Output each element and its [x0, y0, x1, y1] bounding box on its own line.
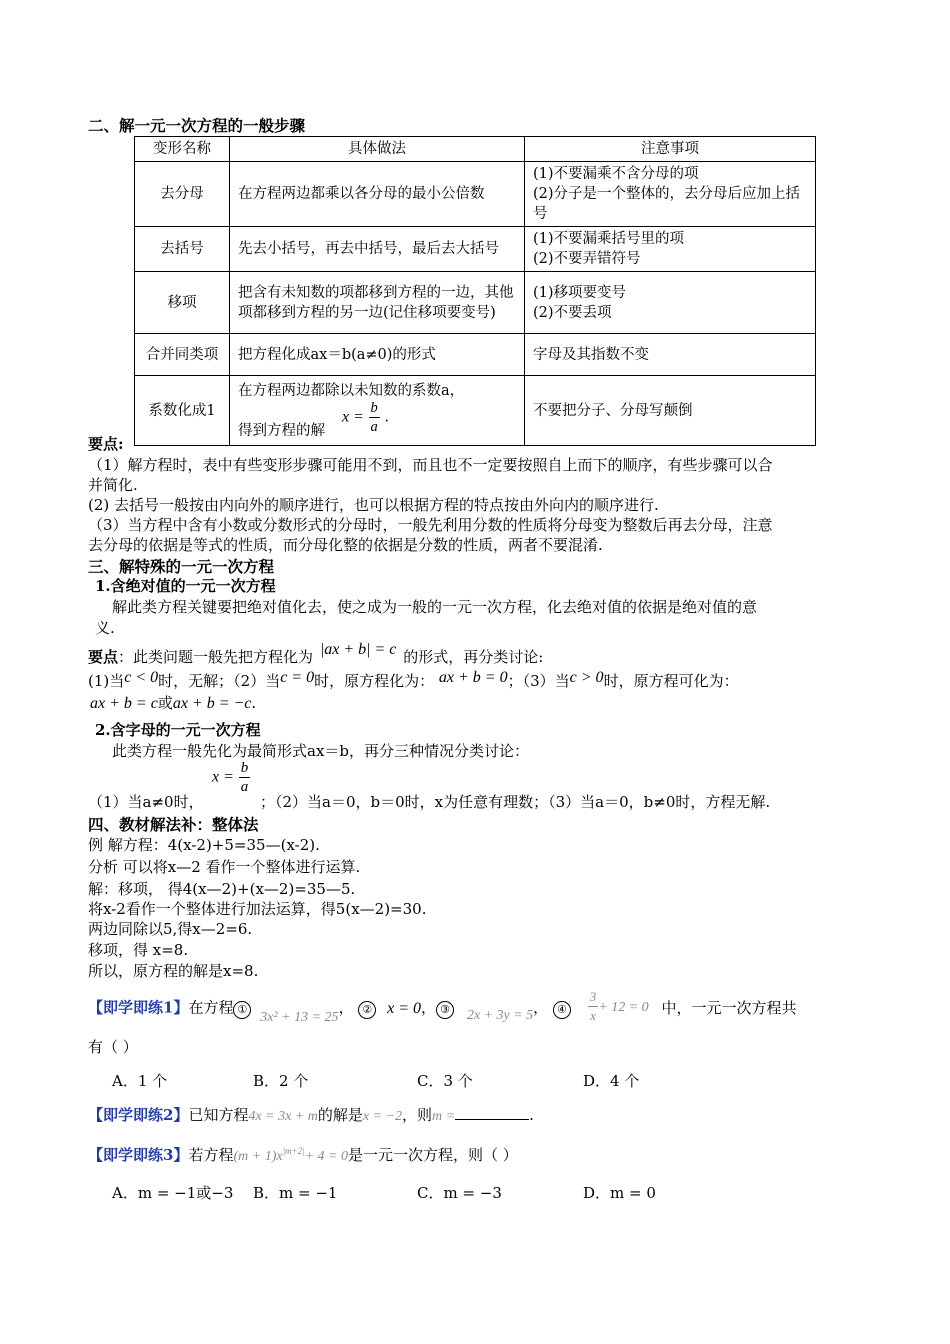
equation: x = −2	[362, 1109, 403, 1124]
method-line: 在方程两边都除以未知数的系数a，	[238, 382, 465, 399]
option-a[interactable]: A．m = −1或−3	[112, 1184, 234, 1202]
text: 是一元一次方程，则（ ）	[348, 1146, 518, 1164]
equation: ax + b = 0	[438, 669, 508, 686]
row-note: (1)不要漏乘不含分母的项 (2)分子是一个整体的，去分母后应加上括号	[525, 162, 816, 227]
keypoint-text: 去分母的依据是等式的性质，而分母化整的依据是分数的性质，两者不要混淆.	[88, 536, 603, 554]
abs-equation: |ax + b| = c	[319, 641, 397, 658]
equation: 2x + 3y = 5	[466, 1007, 534, 1023]
cases-line	[88, 670, 739, 691]
example-line: 例 解方程：4(x-2)+5=35—(x-2).	[88, 836, 320, 854]
text: 的解是	[317, 1106, 363, 1124]
row-method: 先去小括号，再去中括号，最后去大括号	[230, 227, 525, 272]
example-line: 所以，原方程的解是x=8.	[88, 962, 259, 980]
keypoint-text: ：此类问题一般先把方程化为	[118, 648, 314, 666]
keypoint-text: 并简化.	[88, 476, 138, 494]
row-name: 去括号	[135, 227, 230, 272]
subsection-title: 2.含字母的一元一次方程	[95, 721, 261, 739]
text: ，	[338, 998, 354, 1017]
text: 时，无解；（2）当	[158, 672, 281, 690]
fraction	[369, 399, 380, 436]
table-header-row	[135, 137, 816, 162]
option-c[interactable]: C．3 个	[417, 1072, 473, 1090]
case-text: ；（2）当a＝0，b＝0时，x为任意有理数；（3）当a＝0，b≠0时，方程无解.	[260, 793, 771, 811]
row-method: 把含有未知数的项都移到方程的一边，其他项都移到方程的另一边(记住移项要变号)	[230, 272, 525, 334]
table-row	[135, 227, 816, 272]
text: .	[529, 1106, 534, 1124]
row-name: 系数化成1	[135, 376, 230, 446]
paragraph: 解此类方程关键要把绝对值化去，使之成为一般的一元一次方程，化去绝对值的依据是绝对值的意	[112, 598, 758, 616]
frac-lhs: x =	[212, 768, 234, 786]
section-4-title: 四、教材解法补：整体法	[88, 816, 259, 834]
option-d[interactable]: D．4 个	[583, 1072, 640, 1090]
row-name: 移项	[135, 272, 230, 334]
equation: ax + b = c	[90, 695, 158, 712]
cases-line-2	[90, 692, 256, 713]
table-row	[135, 272, 816, 334]
circle-number: ②	[358, 1001, 376, 1019]
exercise-tag: 【即学即练3】	[88, 1146, 189, 1164]
row-name: 合并同类项	[135, 334, 230, 376]
fraction	[588, 988, 599, 1025]
section-2-title: 二、解一元一次方程的一般步骤	[88, 117, 306, 135]
equation: (m + 1)x	[233, 1149, 283, 1164]
option-b[interactable]: B．m = −1	[253, 1184, 338, 1202]
equation: + 4 = 0	[304, 1149, 349, 1164]
fraction-numerator: b	[370, 399, 378, 416]
fraction	[239, 759, 251, 796]
fraction-numerator: b	[240, 760, 249, 776]
option-a[interactable]: A．1 个	[112, 1072, 168, 1090]
abs-keypoint	[88, 641, 544, 667]
example-line: 将x-2看作一个整体进行加法运算，得5(x—2)=30.	[88, 900, 427, 918]
row-note: 字母及其指数不变	[525, 334, 816, 376]
keypoint-label: 要点	[88, 648, 119, 666]
row-note: (1)不要漏乘括号里的项 (2)不要弄错符号	[525, 227, 816, 272]
example-line: 两边同除以5,得x—2=6.	[88, 920, 253, 938]
table-row	[135, 162, 816, 227]
keypoints-title: 要点:	[88, 435, 124, 453]
variable: m =	[432, 1109, 456, 1124]
fraction-numerator: 3	[588, 988, 599, 1007]
keypoint-text: （1）解方程时，表中有些变形步骤可能用不到，而且也不一定要按照自上而下的顺序，有些步骤可以合	[88, 456, 773, 474]
example-line: 移项，得 x=8.	[88, 941, 189, 959]
exercise-1-tail: 有（ ）	[88, 1038, 138, 1056]
paragraph: 义.	[95, 619, 115, 637]
text: 时，原方程可化为：	[603, 672, 739, 690]
condition: c > 0	[569, 669, 604, 686]
exponent: |m+2|	[282, 1146, 305, 1156]
equation: x = 0	[387, 999, 422, 1017]
text: 在方程	[188, 998, 234, 1017]
section-3-title: 三、解特殊的一元一次方程	[88, 558, 275, 576]
row-method: 在方程两边都乘以各分母的最小公倍数	[230, 162, 525, 227]
exercise-tag: 【即学即练1】	[88, 998, 189, 1017]
row-method	[230, 376, 525, 446]
equation: 4x = 3x + m	[248, 1109, 318, 1124]
steps-table	[134, 136, 816, 446]
solution-formula	[342, 399, 389, 436]
equation: 3x² + 13 = 25	[260, 1009, 339, 1025]
circle-number: ③	[436, 1001, 454, 1019]
text: ；（3）当	[507, 672, 570, 690]
row-name: 去分母	[135, 162, 230, 227]
condition: c = 0	[280, 669, 315, 686]
equation: + 12 = 0	[598, 999, 649, 1015]
text: 或	[157, 694, 173, 712]
keypoint-text: 的形式，再分类讨论:	[403, 648, 544, 666]
fraction-denominator: a	[240, 779, 249, 795]
option-c[interactable]: C．m = −3	[417, 1184, 502, 1202]
case-text: （1）当a≠0时，	[88, 793, 204, 811]
text: .	[251, 694, 257, 712]
exercise-3	[88, 1144, 518, 1165]
text: ，则	[402, 1106, 433, 1124]
fraction-denominator: a	[370, 418, 378, 435]
text: 中，一元一次方程共	[661, 998, 797, 1017]
period: .	[384, 409, 389, 425]
example-line: 解：移项， 得4(x—2)+(x—2)=35—5.	[88, 880, 356, 898]
option-d[interactable]: D．m = 0	[583, 1184, 656, 1202]
table-row	[135, 334, 816, 376]
text: 时，原方程化为：	[314, 672, 435, 690]
method-line: 得到方程的解	[238, 422, 325, 439]
table-header: 具体做法	[230, 137, 525, 162]
exercise-tag: 【即学即练2】	[88, 1106, 189, 1124]
keypoint-text: （3）当方程中含有小数或分数形式的分母时，一般先利用分数的性质将分母变为整数后再去分母，注意	[88, 516, 773, 534]
text: 已知方程	[188, 1106, 249, 1124]
row-note: (1)移项要变号 (2)不要丢项	[525, 272, 816, 334]
text: ，	[421, 998, 437, 1017]
circle-number: ①	[233, 1001, 251, 1019]
frac-lhs: x =	[342, 408, 364, 425]
condition: c < 0	[124, 669, 159, 686]
paragraph: 此类方程一般先化为最简形式ax＝b，再分三种情况分类讨论：	[112, 742, 530, 760]
circle-number: ④	[553, 1001, 571, 1019]
text: ，	[533, 998, 549, 1017]
method-formula	[238, 401, 516, 441]
exercise-1	[88, 990, 796, 1027]
keypoint-text: (2) 去括号一般按由内向外的顺序进行，也可以根据方程的特点按由外向内的顺序进行.	[88, 496, 659, 514]
example-line: 分析 可以将x—2 看作一个整体进行运算.	[88, 858, 361, 876]
row-method: 把方程化成ax＝b(a≠0)的形式	[230, 334, 525, 376]
text: 若方程	[188, 1146, 234, 1164]
row-note: 不要把分子、分母写颠倒	[525, 376, 816, 446]
table-header: 注意事项	[525, 137, 816, 162]
table-row	[135, 376, 816, 446]
subsection-title: 1.含绝对值的一元一次方程	[95, 577, 276, 595]
table-header: 变形名称	[135, 137, 230, 162]
option-b[interactable]: B．2 个	[253, 1072, 309, 1090]
fraction-denominator: x	[590, 1008, 596, 1023]
text: (1)当	[88, 672, 125, 690]
equation: ax + b = −c	[172, 695, 252, 712]
fraction-formula	[212, 759, 250, 796]
answer-blank[interactable]	[455, 1105, 529, 1120]
exercise-2	[88, 1104, 534, 1125]
